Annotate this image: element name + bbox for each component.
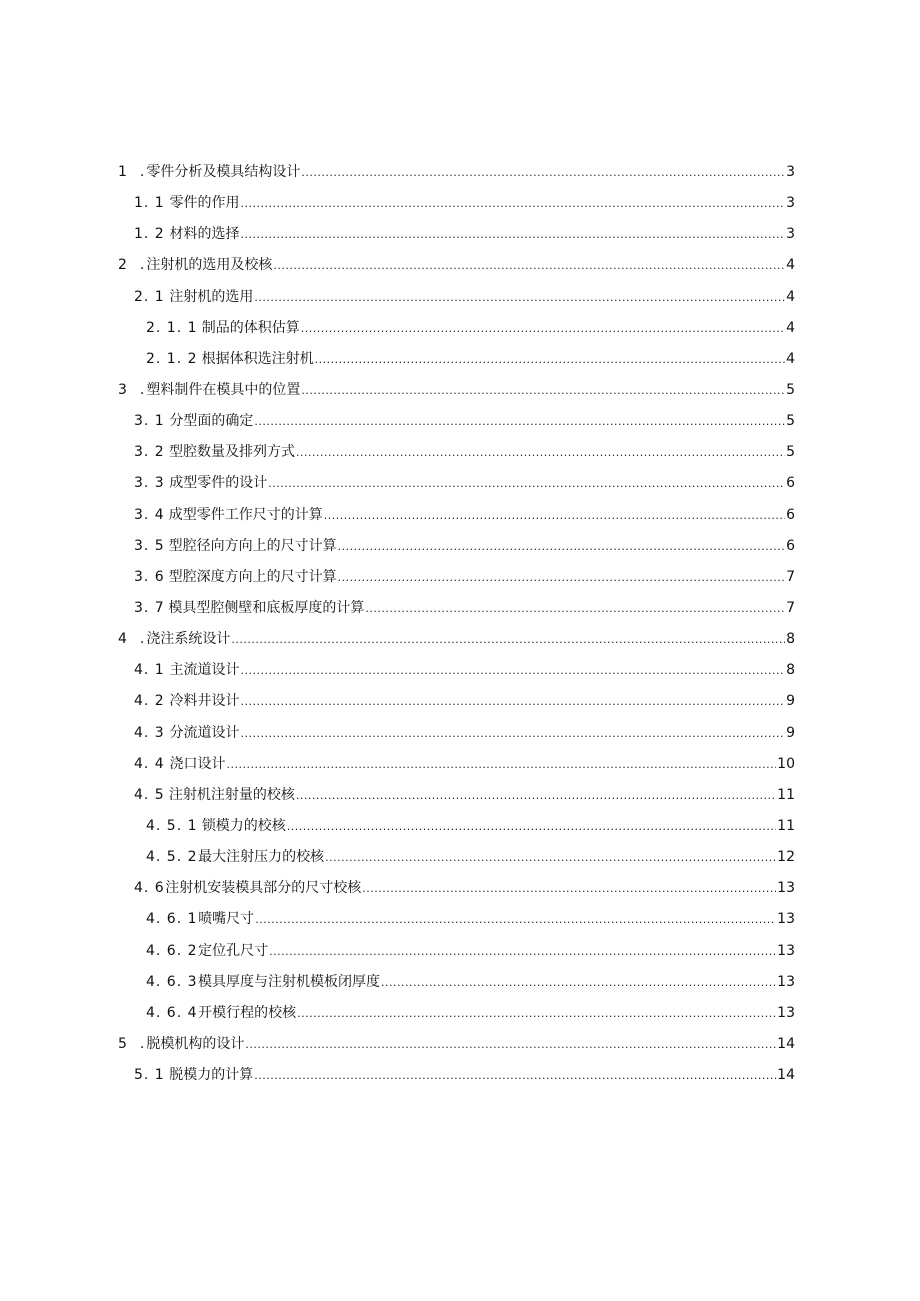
toc-entry-number: 4. 4 [134, 755, 165, 772]
toc-entry-number: 4. 6. 2 [146, 942, 198, 959]
toc-entry-title: 脱模机构的设计 [146, 1035, 245, 1052]
dot-leader [365, 593, 785, 624]
toc-entry-number: 4. 5. 1 [146, 817, 198, 834]
toc-entry[interactable] [118, 1029, 795, 1060]
toc-entry-separator: . [139, 164, 145, 180]
toc-entry-page-number: 5 [786, 381, 795, 398]
toc-entry-title: 冷料井设计 [169, 693, 240, 710]
toc-entry-title: 注射机安装模具部分的尺寸校核 [165, 880, 362, 897]
toc-entry-title: 喷嘴尺寸 [198, 911, 255, 928]
toc-entry[interactable] [118, 562, 795, 593]
dot-leader [255, 904, 776, 935]
toc-entry-page-number: 13 [777, 880, 795, 897]
toc-entry-number: 1. 1 [134, 195, 165, 212]
toc-entry-title: 锁模力的校核 [201, 817, 286, 834]
dot-leader [268, 468, 785, 499]
toc-entry-page-number: 4 [786, 257, 795, 274]
toc-entry-title: 型腔径向方向上的尺寸计算 [168, 537, 337, 554]
toc-entry[interactable] [118, 313, 795, 344]
toc-entry-number: 3. 3 [134, 475, 165, 492]
toc-entry-page-number: 8 [786, 631, 795, 648]
dot-leader [227, 749, 777, 780]
toc-entry[interactable] [118, 437, 795, 468]
toc-entry[interactable] [118, 531, 795, 562]
toc-entry[interactable] [118, 344, 795, 375]
toc-entry-number: 4. 6. 3 [146, 973, 198, 990]
toc-entry-page-number: 6 [786, 475, 795, 492]
dot-leader [296, 780, 776, 811]
toc-entry-title: 型腔数量及排列方式 [169, 444, 295, 461]
toc-entry-separator: . [139, 1035, 145, 1052]
toc-entry-title: 成型零件工作尺寸的计算 [168, 506, 323, 523]
toc-entry-page-number: 13 [777, 911, 795, 928]
toc-entry-number: 2. 1. 2 [146, 350, 198, 367]
toc-entry-page-number: 4 [786, 288, 795, 305]
toc-entry[interactable] [118, 967, 795, 998]
toc-entry-number: 2. 1. 1 [146, 319, 198, 336]
toc-entry-title: 主流道设计 [169, 662, 240, 679]
dot-leader [245, 1029, 776, 1060]
toc-entry-title: 成型零件的设计 [169, 475, 268, 492]
dot-leader [301, 375, 785, 406]
toc-entry-title: 根据体积选注射机 [201, 350, 314, 367]
dot-leader [254, 406, 785, 437]
toc-entry-title: 型腔深度方向上的尺寸计算 [168, 568, 337, 585]
toc-entry-number: 4. 3 [134, 724, 165, 741]
toc-entry-title: 材料的选择 [169, 226, 240, 243]
toc-entry-number: 2. 1 [134, 288, 165, 305]
toc-entry[interactable] [118, 904, 795, 935]
toc-entry-number: 4 [118, 631, 128, 648]
toc-entry[interactable] [118, 593, 795, 624]
toc-entry-number: 4. 6 [134, 880, 165, 897]
toc-entry[interactable] [118, 468, 795, 499]
toc-entry-title: 浇口设计 [169, 755, 226, 772]
toc-entry-page-number: 12 [777, 849, 795, 866]
dot-leader [231, 624, 785, 655]
dot-leader [338, 562, 785, 593]
toc-entry-page-number: 14 [777, 1035, 795, 1052]
toc-entry-separator: . [139, 257, 145, 274]
dot-leader [297, 998, 776, 1029]
dot-leader [301, 313, 785, 344]
toc-entry-page-number: 5 [786, 444, 795, 461]
toc-entry-number: 4. 2 [134, 693, 165, 710]
toc-entry[interactable] [118, 188, 795, 219]
toc-entry-page-number: 13 [777, 942, 795, 959]
toc-entry-number: 3. 2 [134, 444, 165, 461]
dot-leader [240, 219, 785, 250]
toc-entry-page-number: 9 [786, 693, 795, 710]
dot-leader [381, 967, 776, 998]
dot-leader [287, 811, 776, 842]
toc-entry-number: 3. 6 [134, 568, 165, 585]
toc-entry-number: 3. 1 [134, 413, 165, 430]
toc-entry-page-number: 4 [786, 319, 795, 336]
dot-leader [269, 936, 776, 967]
toc-entry-number: 3. 4 [134, 506, 165, 523]
toc-entry-title: 零件分析及模具结构设计 [146, 164, 301, 180]
dot-leader [254, 1060, 776, 1091]
toc-entry-separator: . [139, 381, 145, 398]
toc-entry-number: 1. 2 [134, 226, 165, 243]
toc-entry-number: 4. 6. 1 [146, 911, 198, 928]
toc-entry-page-number: 13 [777, 1004, 795, 1021]
toc-entry-number: 2 [118, 257, 128, 274]
toc-entry-page-number: 5 [786, 413, 795, 430]
dot-leader [273, 250, 785, 281]
toc-entry-page-number: 11 [777, 786, 795, 803]
toc-entry[interactable] [118, 1060, 795, 1091]
toc-entry-number: 4. 6. 4 [146, 1004, 198, 1021]
toc-entry-title: 开模行程的校核 [198, 1004, 297, 1021]
toc-entry-number: 4. 5. 2 [146, 849, 198, 866]
dot-leader [338, 531, 785, 562]
toc-entry-page-number: 13 [777, 973, 795, 990]
toc-entry-title: 定位孔尺寸 [198, 942, 269, 959]
toc-entry-page-number: 3 [786, 164, 795, 180]
dot-leader [362, 873, 776, 904]
toc-entry-page-number: 6 [786, 537, 795, 554]
toc-entry-number: 3. 5 [134, 537, 165, 554]
dot-leader [240, 188, 785, 219]
toc-entry-title: 分型面的确定 [169, 413, 254, 430]
toc-entry-number: 3 [118, 381, 128, 398]
toc-entry-title: 注射机的选用 [169, 288, 254, 305]
toc-entry-page-number: 8 [786, 662, 795, 679]
toc-entry[interactable] [118, 718, 795, 749]
dot-leader [325, 842, 776, 873]
toc-entry[interactable] [118, 157, 795, 188]
toc-entry[interactable] [118, 624, 795, 655]
toc-entry[interactable] [118, 406, 795, 437]
toc-entry[interactable] [118, 686, 795, 717]
toc-entry-page-number: 11 [777, 817, 795, 834]
toc-entry-title: 浇注系统设计 [146, 631, 231, 648]
toc-entry-number: 1 [118, 164, 128, 180]
toc-entry-number: 5. 1 [134, 1067, 165, 1084]
toc-entry[interactable] [118, 936, 795, 967]
toc-entry[interactable] [118, 780, 795, 811]
dot-leader [296, 437, 785, 468]
toc-entry-title: 模具厚度与注射机模板闭厚度 [198, 973, 381, 990]
toc-entry-title: 模具型腔侧壁和底板厚度的计算 [168, 599, 365, 616]
toc-entry[interactable] [118, 375, 795, 406]
toc-entry[interactable] [118, 250, 795, 281]
toc-entry-title: 注射机注射量的校核 [168, 786, 295, 803]
toc-entry-number: 4. 5 [134, 786, 165, 803]
toc-entry-page-number: 10 [777, 755, 795, 772]
toc-entry[interactable] [118, 998, 795, 1029]
toc-entry[interactable] [118, 282, 795, 313]
toc-entry-title: 脱模力的计算 [169, 1067, 254, 1084]
toc-entry-title: 塑料制件在模具中的位置 [146, 381, 301, 398]
dot-leader [240, 655, 785, 686]
toc-entry[interactable] [118, 842, 795, 873]
toc-entry-title: 制品的体积估算 [201, 319, 300, 336]
toc-entry-title: 分流道设计 [169, 724, 240, 741]
toc-entry-number: 4. 1 [134, 662, 165, 679]
toc-entry-title: 零件的作用 [169, 195, 240, 212]
toc-entry-page-number: 4 [786, 350, 795, 367]
dot-leader [240, 686, 785, 717]
toc-entry-page-number: 7 [786, 599, 795, 616]
toc-entry[interactable] [118, 749, 795, 780]
toc-entry-page-number: 3 [786, 195, 795, 212]
toc-entry-page-number: 6 [786, 506, 795, 523]
toc-entry[interactable] [118, 655, 795, 686]
toc-entry-page-number: 14 [777, 1067, 795, 1084]
toc-entry[interactable] [118, 811, 795, 842]
dot-leader [254, 282, 785, 313]
dot-leader [240, 718, 785, 749]
toc-entry-number: 5 [118, 1035, 128, 1052]
toc-entry-number: 3. 7 [134, 599, 165, 616]
dot-leader [315, 344, 785, 375]
toc-entry-title: 注射机的选用及校核 [146, 257, 273, 274]
toc-entry[interactable] [118, 219, 795, 250]
toc-entry-page-number: 3 [786, 226, 795, 243]
toc-entry-separator: . [139, 631, 145, 648]
dot-leader [324, 500, 785, 531]
toc-entry-page-number: 9 [786, 724, 795, 741]
dot-leader [301, 157, 785, 188]
toc-entry[interactable] [118, 500, 795, 531]
toc-entry[interactable] [118, 873, 795, 904]
table-of-contents [118, 157, 795, 1091]
toc-entry-page-number: 7 [786, 568, 795, 585]
toc-entry-title: 最大注射压力的校核 [198, 849, 325, 866]
